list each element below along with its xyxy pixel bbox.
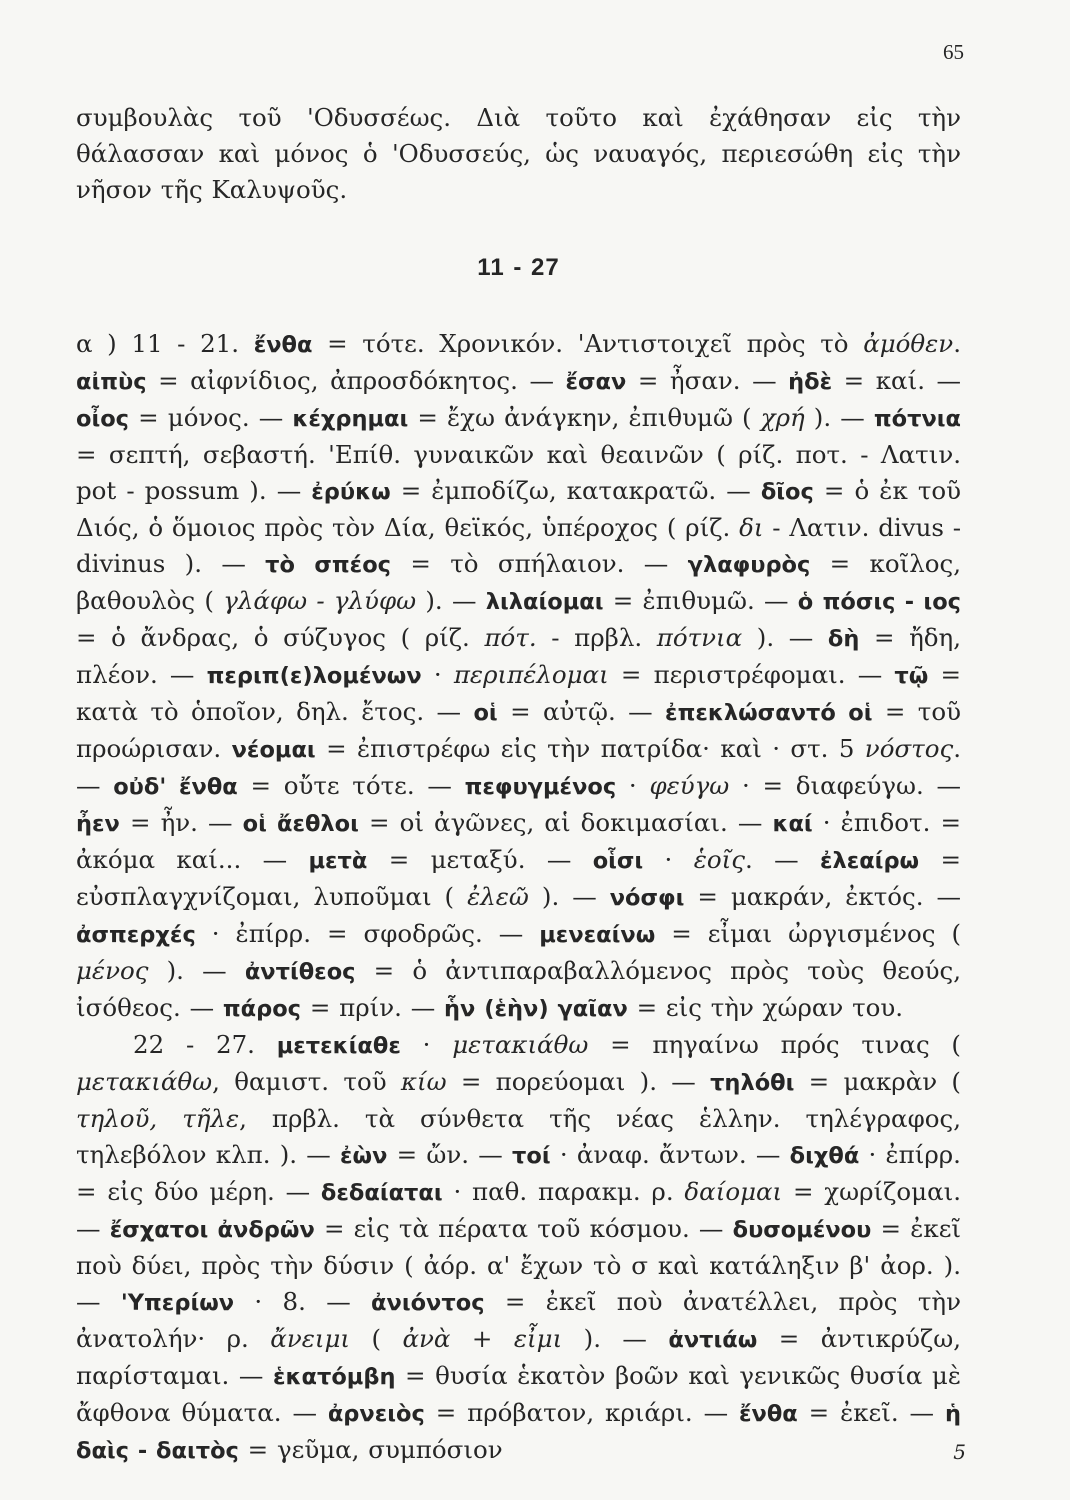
gloss-text: = ἔχω ἀνάγκην, ἐπιθυμῶ ( [408,403,761,432]
gloss-text: · παθ. παρακμ. ρ. [442,1177,685,1206]
italic-term: νόστος [864,734,954,763]
gloss-text: = εἰς τὴν χώραν του. [627,993,904,1022]
headword: διχθά [789,1143,860,1169]
gloss-text: = ἐκεῖ ποὺ ἀνατέλλει, πρὸς τὴν ἀνατολήν· ρ. [76,1287,961,1353]
headword: ἡ δαὶς - δαιτὸς [76,1401,961,1464]
commentary-paragraph-1 [76,326,961,1027]
italic-term: ἄνειμι [270,1324,351,1353]
gloss-text: = πρόβατον, κριάρι. — [424,1398,739,1427]
gloss-text: = ὁ ἀντιπαραβαλλόμενος πρὸς τοὺς θεούς, ἰσόθεος. — [76,956,961,1022]
gloss-text: · ἐπιδοτ. = ἀκόμα καί... — [76,808,961,874]
gloss-text: ). — [742,623,828,652]
italic-term: γλάφω - γλύφω [223,586,417,615]
gloss-text: · ἀναφ. ἄντων. — [550,1140,790,1169]
italic-term: πότνια [656,623,743,652]
headword: ἀντιάω [668,1327,758,1353]
gloss-text: ). — [528,882,610,911]
headword: λιλαίομαι [485,589,604,615]
gloss-text: = αὐτῷ. — [497,697,666,726]
headword: τηλόθι [710,1070,795,1096]
gloss-text: = κοῖλος, βαθουλὸς ( [76,549,961,615]
gloss-text: . [953,329,961,358]
gloss-text: ). — [416,586,486,615]
gloss-text: ( [350,1324,403,1353]
gloss-text: = γεῦμα, συμπόσιον [238,1435,503,1464]
gloss-text: ). — [148,956,245,985]
italic-term: μένος [76,956,149,985]
headword: τὸ σπέος [265,552,392,578]
intro-paragraph: συμβουλὰς τοῦ 'Οδυσσέως. Διὰ τοῦτο καὶ ἐχάθησαν εἰς τὴν θάλασσαν καὶ μόνος ὁ 'Οδυσσεύς, ὡς ναυαγός, περιεσώθη εἰς τὴν νῆσον τῆς Καλυψοῦς. [76,103,961,204]
headword: δεδαίαται [320,1180,443,1206]
gloss-text: ). — [562,1324,669,1353]
headword: ἦεν [76,811,120,837]
gloss-text: = μεταξύ. — [367,845,593,874]
gloss-text: = ἐμποδίζω, κατακρατῶ. — [390,476,761,505]
headword: πεφυγμένος [464,774,617,800]
italic-term: φεύγω [649,771,730,800]
gloss-text: = τοῦ προώρισαν. [76,697,961,763]
gloss-text: = ἦσαν. — [626,366,789,395]
gloss-text: = χωρίζομαι. — [76,1177,962,1243]
italic-term: μετακιάθω [452,1030,589,1059]
gloss-text: = ὁ ἄνδρας, ὁ σύζυγος ( ρίζ. [76,623,485,652]
headword: τῷ [894,663,929,689]
gloss-text: ). — [804,403,874,432]
italic-term: κίω [400,1067,447,1096]
gloss-text: = ἐπιθυμῶ. — [603,586,798,615]
section-heading: 11 - 27 [477,254,560,281]
headword: οἱ [473,700,498,726]
gloss-text: , πρβλ. τὰ σύνθετα τῆς νέας ἑλλην. τηλέγραφος, τηλεβόλον κλπ. ). — [76,1104,961,1169]
italic-term: ἀμόθεν [863,329,954,358]
gloss-text: = οὔτε τότε. — [237,771,465,800]
gloss-text: = πρίν. — [301,993,445,1022]
gloss-text: · ἐπίρρ. = σφοδρῶς. — [195,919,540,948]
gloss-text: - πρβλ. [536,623,657,652]
gloss-text: = πορεύομαι ). — [446,1067,711,1096]
headword: ἔνθα [253,332,313,358]
italic-term: μετακιάθω [76,1067,213,1096]
headword: ὁ πόσις - ιος [797,589,961,615]
headword: ἑκατόμβη [273,1364,396,1390]
gloss-text: · [616,771,650,800]
italic-term: δαίομαι [684,1177,783,1206]
gloss-text: · 8. — [234,1287,372,1316]
gloss-text: · ἐπίρρ. = εἰς δύο μέρη. — [76,1140,961,1206]
italic-term: χρή [760,403,805,432]
headword: νόσφι [609,885,685,911]
gloss-text: α ) 11 - 21. [76,329,254,358]
headword: περιπ(ε)λομένων [206,663,422,689]
gloss-text: = ἤδη, πλέον. — [76,623,961,689]
gloss-text: = καί. — [832,366,962,395]
gloss-text: = εἰς τὰ πέρατα τοῦ κόσμου. — [314,1214,733,1243]
headword: ἐρύκω [311,479,391,505]
gloss-text: - Λατιν. divus - divinus ). — [76,513,961,578]
gloss-text: = περιστρέφομαι. — [608,660,895,689]
headword: πότνια [873,406,962,432]
gloss-text: , θαμιστ. τοῦ [212,1067,401,1096]
gloss-text: · [643,845,694,874]
gloss-text: = ἀντικρύζω, παρίσταμαι. — [76,1324,962,1390]
headword: πάρος [222,996,302,1022]
headword: δῖος [760,479,814,505]
headword: ἀρνειὸς [327,1401,425,1427]
gloss-text: = ἦν. — [119,808,243,837]
headword: δυσομένου [732,1217,872,1243]
headword: οἱ ἄεθλοι [242,811,359,837]
headword: ἐπεκλώσαντό οἱ [665,700,873,726]
headword: ἐὼν [340,1143,388,1169]
headword: γλαφυρὸς [687,552,811,578]
italic-term: περιπέλομαι [453,660,609,689]
headword: ἔσχατοι ἀνδρῶν [109,1217,315,1243]
gloss-text: = ἐπιστρέφω εἰς τὴν πατρίδα· καὶ · στ. 5 [315,734,865,763]
headword: τοί [512,1143,551,1169]
gloss-text: = μόνος. — [129,403,293,432]
gloss-text: = εἶμαι ὠργισμένος ( [655,919,962,948]
headword: οἷσι [592,848,644,874]
gloss-text: = μακράν, ἐκτός. — [684,882,961,911]
gloss-text: = τὸ σπήλαιον. — [391,549,688,578]
headword: ἀνιόντος [371,1290,485,1316]
gloss-text: · = διαφεύγω. — [729,771,961,800]
headword: ἔσαν [565,369,627,395]
italic-term: ἀνὰ + εἶμι [402,1324,563,1353]
headword: ἐλεαίρω [819,848,920,874]
gloss-text: = ὁ ἐκ τοῦ Διός, ὁ ὅμοιος πρὸς τὸν Δία, θεϊκός, ὑπέροχος ( ρίζ. [76,476,962,542]
headword: 'Υπερίων [120,1290,235,1316]
gloss-text: = τότε. Χρονικόν. 'Αντιστοιχεῖ πρὸς τὸ [312,329,864,358]
main-text [76,100,961,1469]
italic-term: ἑοῖς [693,845,745,874]
gloss-text: = πηγαίνω πρός τινας ( [588,1030,961,1059]
gloss-text: = θυσία ἑκατὸν βοῶν καὶ γενικῶς θυσία μὲ ἄφθονα θύματα. — [76,1361,961,1427]
gloss-text: · [400,1030,453,1059]
headword: οὐδ' ἔνθα [113,774,238,800]
headword: μετὰ [308,848,368,874]
italic-term: δι [739,513,764,542]
italic-term: ἐλεῶ [467,882,529,911]
gloss-text: . — [76,734,961,800]
gloss-text: = κατὰ τὸ ὁποῖον, δηλ. ἔτος. — [76,660,961,726]
headword: ἧν (ἑὴν) γαῖαν [444,996,628,1022]
headword: κέχρημαι [292,406,409,432]
headword: νέομαι [231,737,316,763]
headword: μενεαίνω [539,922,656,948]
italic-term: πότ. [484,623,537,652]
page-number: 65 [943,40,964,64]
headword: μετεκίαθε [276,1033,401,1059]
headword: ἀσπερχές [76,922,196,948]
headword: ἀντίθεος [244,959,356,985]
gloss-text: = ὤν. — [387,1140,513,1169]
italic-term: τηλοῦ, τῆλε [76,1104,240,1133]
signature-mark: 5 [953,1440,966,1464]
headword: ἔνθα [738,1401,798,1427]
gloss-text: = μακρὰν ( [794,1067,961,1096]
headword: δὴ [827,626,860,652]
gloss-text: = αἰφνίδιος, ἀπροσδόκητος. — [146,366,566,395]
gloss-text: = οἱ ἀγῶνες, αἱ δοκιμασίαι. — [358,808,773,837]
gloss-text: . — [744,845,820,874]
gloss-text: = εὐσπλαγχνίζομαι, λυποῦμαι ( [76,845,962,911]
commentary-paragraph-2 [76,1027,961,1469]
headword: οἶος [76,406,130,432]
headword: αἰπὺς [76,369,147,395]
headword: καί [772,811,813,837]
gloss-text: · [421,660,454,689]
gloss-text: 22 - 27. [133,1030,277,1059]
gloss-text: = ἐκεῖ ποὺ δύει, πρὸς τὴν δύσιν ( ἀόρ. α' ἔχων τὸ σ καὶ κατάληξιν β' ἀορ. ). — [76,1214,961,1316]
gloss-text: = ἐκεῖ. — [797,1398,945,1427]
headword: ἠδὲ [788,369,833,395]
gloss-text: = σεπτή, σεβαστή. 'Επίθ. γυναικῶν καὶ θεαινῶν ( ρίζ. ποτ. - Λατιν. pot - possum ). — [76,440,961,505]
